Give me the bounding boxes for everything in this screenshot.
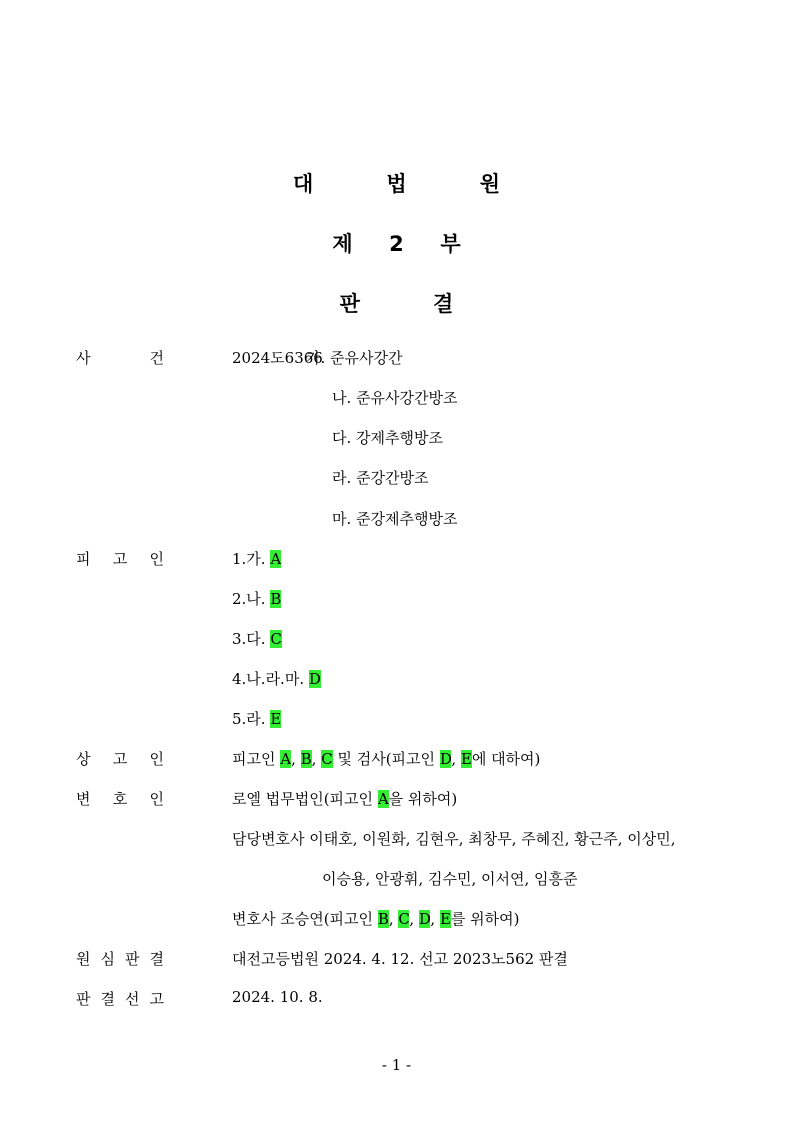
defendant-name: D bbox=[308, 670, 321, 688]
appellant-label: 상 고 인 bbox=[76, 750, 164, 768]
case-number: 2024도6366 bbox=[232, 349, 323, 367]
defendant-item: 5.라. E bbox=[232, 710, 282, 728]
appellant-value: 피고인 A, B, C 및 검사(피고인 D, E에 대하여) bbox=[232, 750, 541, 768]
counsel-lawyer: 변호사 조승연(피고인 B, C, D, E를 위하여) bbox=[232, 910, 520, 928]
defendant-label: 피 고 인 bbox=[76, 550, 164, 568]
original-judgment-label: 원 심 판 결 bbox=[76, 950, 164, 968]
page-number: - 1 - bbox=[381, 1056, 412, 1074]
attorneys-line-1: 담당변호사 이태호, 이원화, 김현우, 최창무, 주혜진, 황근주, 이상민, bbox=[232, 830, 676, 848]
original-judgment-value: 대전고등법원 2024. 4. 12. 선고 2023노562 판결 bbox=[232, 950, 568, 968]
division-name: 제 2 부 bbox=[332, 232, 461, 256]
defendant-name: B bbox=[270, 590, 282, 608]
defendant-item: 1.가. A bbox=[232, 550, 282, 568]
defendant-item: 2.나. B bbox=[232, 590, 282, 608]
counsel-firm: 로엘 법무법인(피고인 A을 위하여) bbox=[232, 790, 458, 808]
defendant-name: A bbox=[270, 550, 282, 568]
decision-date-value: 2024. 10. 8. bbox=[232, 988, 323, 1006]
court-name: 대 법 원 bbox=[292, 172, 501, 196]
defendant-item: 3.다. C bbox=[232, 630, 282, 648]
defendant-name: E bbox=[270, 710, 282, 728]
charge-item: 가. 준유사강간 bbox=[306, 349, 403, 367]
charge-item: 나. 준유사강간방조 bbox=[332, 389, 458, 407]
attorneys-line-2: 이승용, 안광휘, 김수민, 이서연, 임흥준 bbox=[322, 870, 578, 888]
case-label: 사 건 bbox=[76, 349, 164, 367]
charge-item: 라. 준강간방조 bbox=[332, 469, 429, 487]
decision-date-label: 판 결 선 고 bbox=[76, 990, 164, 1008]
document-type: 판 결 bbox=[339, 292, 454, 316]
charge-item: 마. 준강제추행방조 bbox=[332, 510, 458, 528]
counsel-label: 변 호 인 bbox=[76, 790, 164, 808]
defendant-name: C bbox=[270, 630, 282, 648]
defendant-item: 4.나.라.마. D bbox=[232, 670, 321, 688]
charge-item: 다. 강제추행방조 bbox=[332, 429, 443, 447]
